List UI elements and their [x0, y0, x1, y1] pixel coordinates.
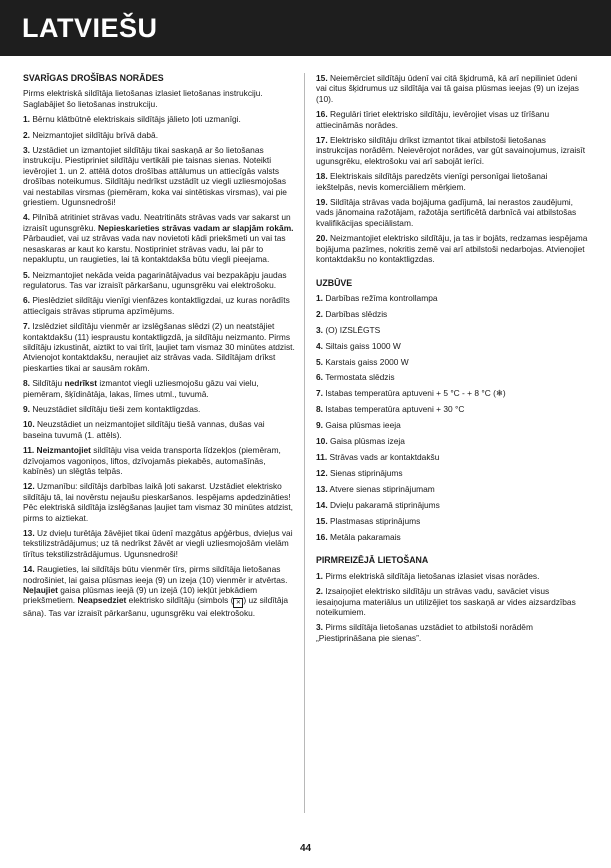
item-text: Dvieļu pakaramā stiprinājums: [329, 499, 440, 510]
item-text: Neuzstādiet sildītāju tieši zem kontaktligzdas.: [32, 403, 201, 414]
item-number: 14.: [23, 564, 35, 575]
item-text: Atvere sienas stiprinājumam: [329, 483, 435, 494]
item-number: 3.: [316, 622, 323, 633]
item-text: Uzstādiet un izmantojiet sildītāju tikai saskaņā ar šo lietošanas instrukciju. Piestipriniet sildītāju vertikāli pie taisnas sienas. Noteikti ievērojiet 1. un 2. attēlā dotos drošības attālumus un attiecīgās valsts drošības noteikumus. Sildītāju nedrīkst uzstādīt uz viegli uzliesmojošas vai nestabilas virsmas (piemēram, koka vai sintētiskas virsmas), vai pie griestiem. Ugunsnedroši!: [23, 145, 287, 208]
safety-item: [316, 135, 588, 166]
right-column: [316, 73, 588, 648]
item-number: 3.: [316, 324, 323, 335]
item-text: Uzmanību: sildītājs darbības laikā ļoti sakarst. Uzstādiet elektrisko sildītāju tā, lai novērstu nejaušu pieskaršanos. Iespējams apdedzināties! Pēc elektriskā sildītāja izslēgšanas ļaujiet tam vismaz 30 minūtes atdzist, pirms to aiztiekat.: [23, 481, 293, 523]
item-number: 1.: [23, 114, 30, 125]
safety-item: [23, 212, 295, 264]
item-number: 9.: [23, 403, 30, 414]
item-text: Plastmasas stiprinājums: [329, 515, 421, 526]
item-number: 11.: [316, 451, 328, 462]
item-number: 6.: [316, 372, 323, 383]
item-text: Sildītāju: [32, 378, 63, 389]
item-text: Gaisa plūsmas izeja: [329, 436, 405, 447]
safety-item: [23, 321, 295, 373]
structure-title: UZBŪVE: [316, 277, 353, 288]
item-number: 10.: [316, 436, 328, 447]
item-text: Gaisa plūsmas ieeja: [325, 420, 401, 431]
structure-item: [316, 309, 588, 319]
item-text: Darbības režīma kontrollampa: [325, 292, 438, 303]
item-number: 2.: [316, 308, 323, 319]
safety-item: [316, 73, 588, 104]
item-text: Istabas temperatūra aptuveni + 30 °C: [325, 404, 465, 415]
safety-item: [23, 114, 295, 124]
structure-item: [316, 484, 588, 494]
item-number: 2.: [316, 586, 323, 597]
item-number: 16.: [316, 531, 328, 542]
item-emphasis: Neizmantojiet: [36, 445, 91, 456]
item-text: Pieslēdziet sildītāju vienīgi vienfāzes kontaktligzdai, uz kuras norādīts attiecīgais strāvas stipruma apzīmējums.: [23, 295, 290, 316]
safety-item: [23, 445, 295, 476]
item-number: 16.: [316, 109, 328, 120]
do-not-cover-icon: ✕: [233, 598, 243, 608]
item-number: 11.: [23, 445, 35, 456]
first-use-title: PIRMREIZĒJĀ LIETOŠANA: [316, 555, 429, 566]
structure-item: [316, 372, 588, 382]
structure-item: [316, 452, 588, 462]
safety-item: [23, 419, 295, 440]
item-number: 6.: [23, 295, 30, 306]
structure-item: [316, 500, 588, 510]
structure-item: [316, 388, 588, 398]
safety-item: [23, 295, 295, 316]
item-text: Siltais gaiss 1000 W: [325, 340, 401, 351]
item-text: Pirms elektriskā sildītāja lietošanas izlasiet visas norādes.: [325, 570, 540, 581]
item-number: 14.: [316, 499, 328, 510]
item-number: 4.: [23, 212, 30, 223]
structure-item: [316, 341, 588, 351]
item-number: 5.: [316, 356, 323, 367]
item-number: 2.: [23, 129, 30, 140]
item-number: 3.: [23, 145, 30, 156]
item-text: Regulāri tīriet elektrisko sildītāju, ievērojiet visas uz tīrīšanu attiecināmās norādes.: [316, 109, 550, 130]
item-number: 4.: [316, 340, 323, 351]
item-text: gaisa plūsmas ieejā (9) un izejā (10) iekļūt jebkādiem priekšmetiem.: [23, 585, 258, 606]
item-text: Elektriskais sildītājs paredzēts vienīgi personīgai lietošanai iekštelpās, nevis komerciāliem mērķiem.: [316, 171, 548, 192]
item-number: 10.: [23, 419, 35, 430]
item-text: Pārbaudiet, vai uz strāvas vada nav novietoti kādi priekšmeti un vai tas nesaskaras ar kaut ko karstu. Nostipriniet strāvas vadu, lai pār to nepakluptu, un raugieties, lai tā kontaktdakša būtu viegli pieejama.: [23, 233, 286, 265]
item-emphasis: nedrīkst: [64, 378, 98, 389]
item-text: Sienas stiprinājums: [329, 467, 403, 478]
item-number: 17.: [316, 135, 328, 146]
structure-item: [316, 532, 588, 542]
structure-item: [316, 293, 588, 303]
item-number: 8.: [23, 378, 30, 389]
item-text: Neizmantojiet elektrisko sildītāju, ja tas ir bojāts, redzamas iespējama bojājuma pazīmes, nokritis zemē vai arī atbilstoši nedarbojas. Atvienojiet kontaktdakšu no kontaktligzdas.: [316, 233, 588, 265]
item-number: 13.: [23, 528, 35, 539]
safety-item: [316, 171, 588, 192]
item-text: Sildītāja strāvas vada bojājuma gadījumā, lai nerastos zaudējumi, vads jānomaina ražotājam, ražotāja sertificētā darbnīcā vai atbilstošas kvalifikācijas speciālistam.: [316, 197, 577, 228]
item-text: Pirms sildītāja lietošanas uzstādiet to atbilstoši norādēm „Piestiprināšana pie sienas”.: [316, 622, 533, 643]
safety-item: [23, 528, 295, 559]
item-number: 1.: [316, 292, 323, 303]
page-number: 44: [299, 843, 312, 854]
item-text: sildītāju visa veida transporta līdzekļos (piemēram, dzīvojamos vagoniņos, liftos, dzīvojamās piekabēs, automašīnās, kabīnēs) un slēgtās telpās.: [23, 445, 281, 476]
item-number: 15.: [316, 515, 328, 526]
item-text: Darbības slēdzis: [325, 308, 388, 319]
item-text: (O) IZSLĒGTS: [325, 324, 381, 335]
safety-intro: Pirms elektriskā sildītāja lietošanas izlasiet lietošanas instrukciju. Saglabājiet šo lietošanas instrukciju.: [23, 88, 263, 109]
item-number: 5.: [23, 269, 30, 280]
item-text: Neiemērciet sildītāju ūdenī vai citā šķidrumā, kā arī nepiliniet ūdeni vai citus šķidrumus uz sildītāja vai tā gaisa plūsmas ieejas (9) un izejas (10).: [316, 73, 579, 104]
item-text: Bērnu klātbūtnē elektriskais sildītājs jālieto ļoti uzmanīgi.: [32, 114, 241, 125]
item-text: Raugieties, lai sildītājs būtu vienmēr tīrs, pirms sildītāja lietošanas nodrošiniet, lai gaisa plūsmas ieeja (9) un izeja (10) vienmēr ir atvērtas.: [23, 564, 288, 585]
structure-item: [316, 516, 588, 526]
item-text: Strāvas vads ar kontaktdakšu: [329, 451, 440, 462]
safety-item: [316, 109, 588, 130]
item-number: 15.: [316, 73, 328, 83]
first-use-item: [316, 622, 588, 643]
safety-item: [23, 270, 295, 291]
safety-item: [23, 130, 295, 140]
column-divider: [304, 73, 305, 813]
item-number: 12.: [316, 467, 328, 478]
item-text: Elektrisko sildītāju drīkst izmantot tikai atbilstoši lietošanas instrukcijas norādēm. Neievērojot norādes, var gūt savainojumus, izraisīt ugunsgrēku, elektrošoku vai arī sabojāt ierīci.: [316, 135, 586, 166]
structure-item: [316, 357, 588, 367]
item-text: Istabas temperatūra aptuveni + 5 °C - + 8 °C (❄): [325, 388, 506, 399]
structure-item: [316, 468, 588, 478]
structure-item: [316, 404, 588, 414]
structure-item: [316, 325, 588, 335]
item-text: Izsaiņojiet elektrisko sildītāju un strāvas vadu, savāciet visus iesaiņojuma materiālus un utilizējiet tos saskaņā ar vides aizsardzības noteikumiem.: [316, 586, 576, 618]
item-number: 20.: [316, 233, 328, 244]
item-number: 18.: [316, 171, 328, 182]
item-text: Termostata slēdzis: [325, 372, 395, 383]
structure-item: [316, 436, 588, 446]
safety-item: [316, 197, 588, 228]
page-header: [0, 0, 611, 56]
section-gap: [316, 270, 588, 278]
item-number: 12.: [23, 481, 35, 492]
item-text: Karstais gaiss 2000 W: [325, 356, 409, 367]
item-number: 8.: [316, 404, 323, 415]
structure-item: [316, 420, 588, 430]
item-text: Neuzstādiet un neizmantojiet sildītāju tiešā vannas, dušas vai baseina tuvumā (1. attēls).: [23, 419, 265, 440]
safety-item: [23, 404, 295, 414]
item-number: 7.: [23, 321, 30, 332]
item-emphasis: Neapsedziet: [77, 595, 127, 606]
item-number: 19.: [316, 197, 328, 208]
safety-item: [316, 233, 588, 264]
first-use-item: [316, 571, 588, 581]
item-text: Uz dvieļu turētāja žāvējiet tikai ūdenī mazgātus apģērbus, dvieļus vai tekstilizstrādājumus; uz tā nedrīkst žāvēt ar viegli uzliesmojošām vielām tīrītus tekstilizstrādājumus. Ugunsnedroši!: [23, 528, 293, 559]
item-text: Pilnībā atritiniet strāvas vadu. Neatritināts strāvas vads var sakarst un izraisīt ugunsgrēku.: [23, 212, 291, 233]
item-text: Izslēdziet sildītāju vienmēr ar izslēgšanas slēdzi (2) un neatstājiet kontaktdakšu (11) iespraustu kontaktligzdā, ja sildītāju neizmanto. Pirms sildītāju izkustināt, aiztikt to vai tīrīt, ļaujiet tam vismaz 30 minūtes atdzist. Atvienojot kontaktdakšu, neraujiet aiz strāvas vada. Sildītājam drīkst pieskarties tikai ar sausām rokām.: [23, 321, 295, 373]
safety-item: [23, 378, 295, 399]
safety-item: [23, 145, 295, 207]
item-number: 13.: [316, 483, 328, 494]
item-text: Neizmantojiet sildītāju brīvā dabā.: [32, 129, 159, 140]
item-text: ) uz sildītāja sāna). Tas var izraisīt pārkaršanu, ugunsgrēku vai elektrošoku.: [23, 595, 289, 619]
item-number: 7.: [316, 388, 323, 399]
language-title: LATVIEŠU: [22, 13, 158, 43]
left-column: [23, 73, 295, 624]
item-text: Metāla pakaramais: [329, 531, 401, 542]
item-number: 9.: [316, 420, 323, 431]
safety-title: SVARĪGAS DROŠĪBAS NORĀDES: [23, 73, 164, 83]
item-number: 1.: [316, 570, 323, 581]
item-emphasis: Nepieskarieties strāvas vadam ar slapjām rokām.: [97, 222, 294, 233]
item-text: Neizmantojiet nekāda veida pagarinātājvadus vai bezpakāpju jaudas regulatorus. Tas var izraisīt pārkaršanu, ugunsgrēku vai elektrošoku.: [23, 269, 287, 290]
item-text: elektrisko sildītāju (simbols (: [128, 595, 234, 606]
item-emphasis: Neļaujiet: [23, 585, 58, 596]
item-text: izmantot viegli uzliesmojošu gāzu vai vielu, piemēram, šķīdinātāja, lakas, līmes utml., tuvumā.: [23, 378, 259, 399]
safety-item: [23, 564, 295, 619]
first-use-item: [316, 586, 588, 617]
safety-item: [23, 481, 295, 523]
